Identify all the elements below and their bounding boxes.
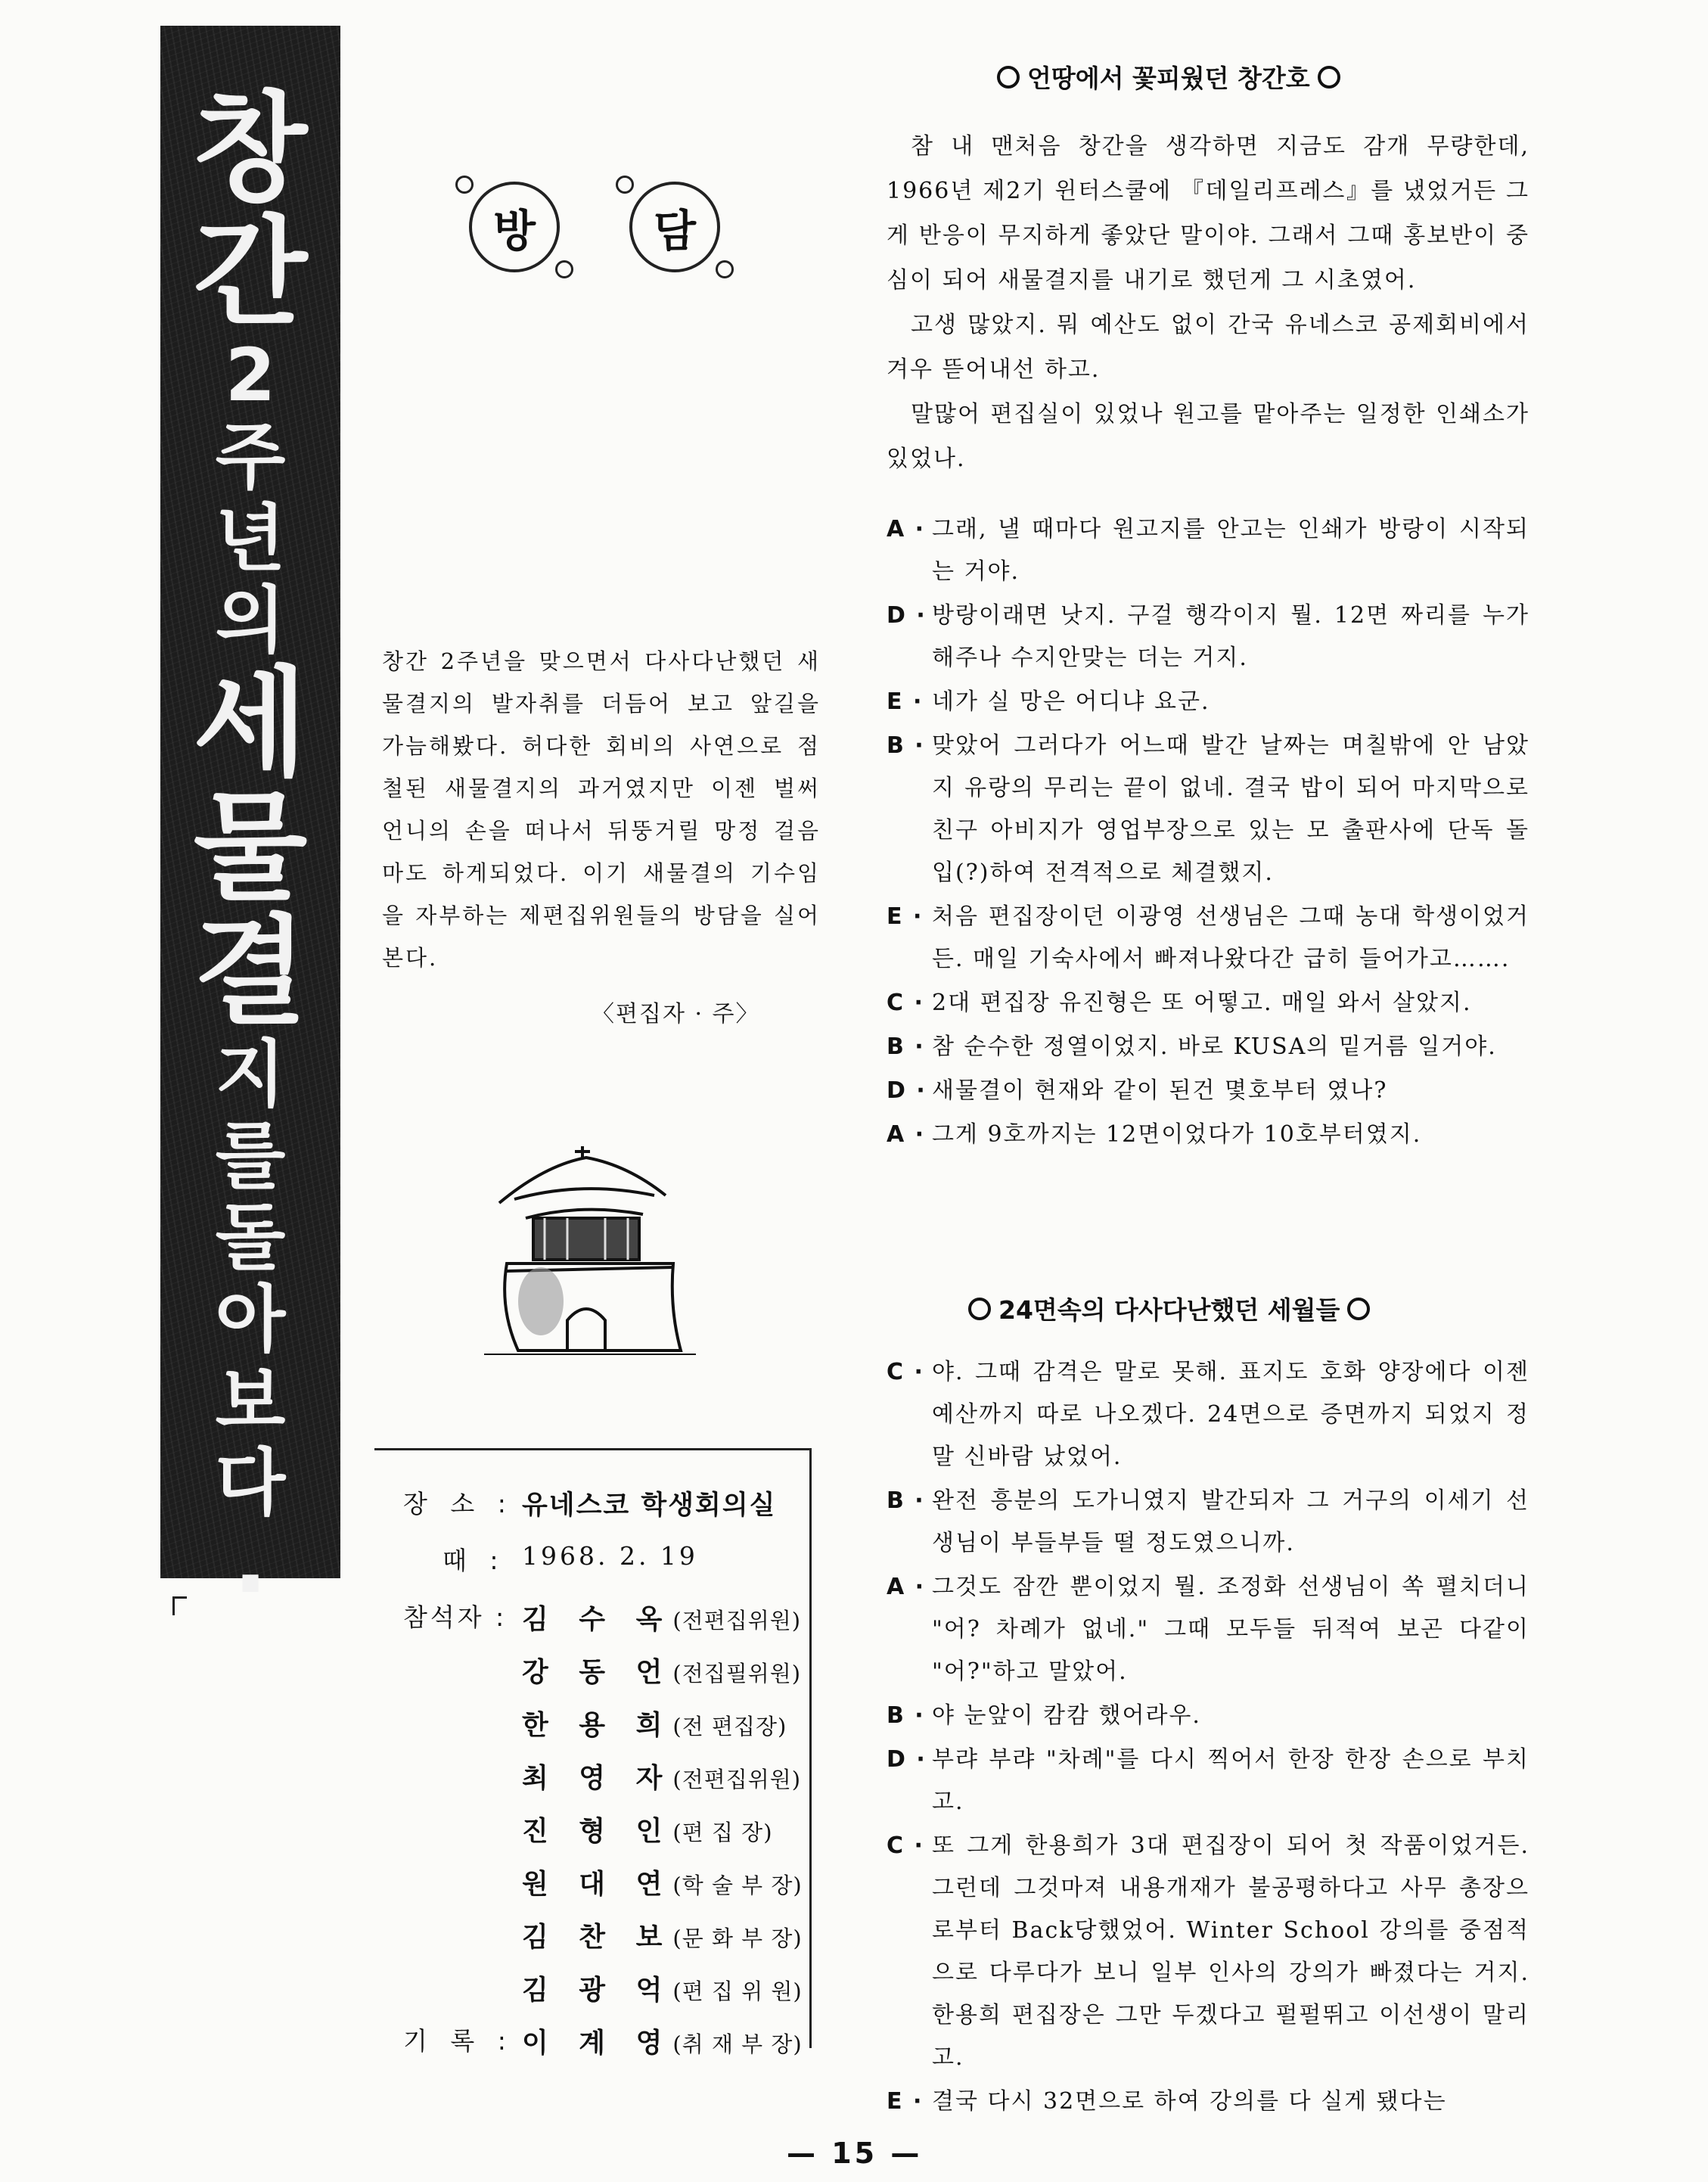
dialogue-item [887,1739,1529,1823]
attendee-role: (전편집위원) [672,1767,802,1792]
paragraph: 참 내 맨처음 창간을 생각하면 지금도 감개 무량한데, 1966년 제2기 윈터스쿨에 『데일리프레스』를 냈었거든 그게 반응이 무지하게 좋았단 말이야. 그래서 그때 홍보반이 중심이 되어 새물결지를 내기로 했던게 그 시초였어. [887,133,1529,294]
banner-char: 다 [215,1441,286,1525]
dialogue-item [887,725,1529,894]
attendee-entry [522,1651,801,1689]
dialogue-text: 야 눈앞이 캄캄 했어라우. [932,1702,1201,1729]
dialogue-item [887,1480,1529,1565]
dialogue-text: 그게 9호까지는 12면이었다가 10호부터였지. [932,1121,1422,1148]
speaker-label: B · [887,1487,925,1514]
section2-title-text: 24면속의 다사다난했던 세월들 [998,1295,1340,1325]
attendee-name: 진 형 인 [522,1816,673,1847]
section1-title [997,59,1340,95]
attendee-role: (전 편집장) [672,1714,787,1739]
speaker-label: B · [887,1702,925,1729]
banner-char: 물 [193,779,308,916]
speaker-label: C · [887,990,924,1016]
gate-illustration [454,1112,711,1369]
attendee-role: (편 집 장) [672,1820,773,1845]
dialogue-text: 방랑이래면 낫지. 구걸 행각이지 뭘. 12면 짜리를 누가 해주나 수지안맞는 더는 거지. [932,602,1529,671]
attendee-name: 김 광 억 [522,1975,673,2006]
dialogue-item [887,1695,1529,1737]
dialogue-item [887,1114,1529,1156]
bracket-mark [172,1596,187,1615]
circle-icon [1318,66,1340,89]
record-label: 기 록 : [403,2026,514,2056]
dialogue-text: 그것도 잠깐 뿐이었지 뭘. 조정화 선생님이 쏙 펼치더니 "어? 차례가 없네." 그때 모두들 뒤적여 보곤 다같이 "어?"하고 말았어. [932,1574,1529,1685]
speaker-label: E · [887,2088,924,2115]
dialogue-text: 완전 흥분의 도가니였지 발간되자 그 거구의 이세기 선생님이 부들부들 떨 정도였으니까. [932,1487,1529,1556]
attendee-role: (전집필위원) [672,1661,802,1686]
banner-char: 간 [193,204,308,341]
dialogue-text: 처음 편집장이던 이광영 선생님은 그때 농대 학생이었거든. 매일 기숙사에서 빠져나왔다간 급히 들어가고……. [932,903,1529,972]
dialogue-text: 참 순수한 정열이었지. 바로 KUSA의 밑거름 일거야. [932,1033,1497,1060]
banner-title [160,79,340,1614]
attendee-entry [522,1863,803,1901]
intro-signature: 〈편집자 · 주〉 [592,1001,760,1027]
dialogue-item [887,681,1529,723]
circle-icon [997,66,1020,89]
dialogue-item [887,1026,1529,1068]
speaker-label: D · [887,602,927,629]
paragraph: 고생 많았지. 뭐 예산도 없이 간국 유네스코 공제회비에서 겨우 뜯어내선 하고. [887,312,1529,383]
recorder-role: (취 재 부 장) [672,2031,803,2057]
dialogue-text: 부랴 부랴 "차례"를 다시 찍어서 한장 한장 손으로 부치고. [932,1746,1529,1815]
place-value: 유네스코 학생회의실 [522,1490,777,1521]
dialogue-item [887,595,1529,679]
banner-char: 의 [215,578,286,663]
speaker-label: A · [887,516,926,542]
dialogue-text: 결국 다시 32면으로 하여 강의를 다 실게 됐다는 [932,2088,1447,2115]
attendee-name: 김 찬 보 [522,1922,673,1953]
speaker-label: B · [887,1033,925,1060]
dialogue-item [887,1070,1529,1112]
date-label: 때 : [443,1546,506,1575]
dialogue-item [887,508,1529,593]
attendee-entry [522,1757,801,1795]
intro-text [382,640,821,979]
dialogue-text: 맞았어 그러다가 어느때 발간 날짜는 며칠밖에 안 남았지 유랑의 무리는 끝이 없네. 결국 밥이 되어 마지막으로 친구 아비지가 영업부장으로 있는 모 출판사에 단독 돌입(?)하여 전격적으로 체결했지. [932,732,1529,886]
attendee-role: (편 집 위 원) [672,1978,803,2004]
attendee-entry [522,1916,803,1954]
banner-char: 를 [215,1114,286,1198]
banner-char: 지 [215,1032,286,1117]
page-number: — 15 — [787,2137,923,2170]
circle-icon [968,1298,991,1320]
place-label: 장 소 : [403,1489,514,1518]
heading-circle-bang: 방 [469,182,560,272]
attendee-role: (전편집위원) [672,1608,802,1633]
attendee-role: (학 술 부 장) [672,1873,803,1898]
circle-icon [1347,1298,1370,1320]
record-value [522,2022,803,2060]
dialogue-text: 새물결이 현재와 같이 된건 몇호부터 였나? [932,1077,1388,1104]
banner-char: 세 [193,654,308,792]
banner-char: . [233,1509,268,1614]
speaker-label: A · [887,1574,926,1600]
paragraph: 말많어 편집실이 있었나 원고를 맡아주는 일정한 인쇄소가 있었나. [887,401,1529,472]
section2-dialogue [887,1351,1529,2124]
speaker-label: C · [887,1832,924,1859]
banner-char: 돌 [215,1195,286,1280]
speaker-label: A · [887,1121,926,1148]
banner-char: 보 [215,1359,286,1444]
dialogue-text: 네가 실 망은 어디냐 요군. [932,688,1210,715]
speaker-label: D · [887,1746,927,1773]
dialogue-text: 야. 그때 감격은 말로 못해. 표지도 호화 양장에다 이젠 예산까지 따로 나오겠다. 24면으로 증면까지 되었지 정말 신바람 났었어. [932,1359,1529,1470]
dialogue-item [887,896,1529,981]
attendee-entry [522,1598,801,1636]
section1-dialogue [887,508,1529,1158]
participants-box [374,1448,812,2059]
section1-title-text: 언땅에서 꽃피웠던 창간호 [1027,64,1310,93]
speaker-label: C · [887,1359,924,1385]
banner-char: 년 [215,496,286,581]
attendee-role: (문 화 부 장) [672,1926,803,1951]
banner-char: 창 [193,79,308,217]
dialogue-item [887,2081,1529,2123]
heading-circle-dam: 담 [629,182,720,272]
intro-paragraph: 창간 2주년을 맞으면서 다사다난했던 새물결지의 발자취를 더듬어 보고 앞길을 가늠해봤다. 허다한 회비의 사연으로 점철된 새물결지의 과거였지만 이젠 벌써 언니의 손을 떠나서 뒤뚱거릴 망정 걸음마도 하게되었다. 이기 새물결의 기수임을 자부하는 제편집위원들의 방담을 실어본다. [382,648,821,971]
dialogue-text: 또 그게 한용희가 3대 편집장이 되어 첫 작품이었거든. 그런데 그것마져 내용개재가 불공평하다고 사무 총장으로부터 Back당했었어. Winter School 강의를 중점적으로 다루다가 보니 일부 인사의 강의가 빠졌다는 거지. 한용희 편집장은 그만 두겠다고 펄펄뛰고 이선생이 말리고. [932,1832,1529,2071]
title-banner [160,26,340,1614]
date-value: 1968. 2. 19 [522,1541,698,1571]
attendee-name: 최 영 자 [522,1763,673,1794]
dialogue-text: 그래, 낼 때마다 원고지를 안고는 인쇄가 방랑이 시작되는 거야. [932,516,1529,585]
attendees-label: 참석자 : [403,1602,508,1632]
attendee-entry [522,1810,773,1848]
attendee-name: 한 용 희 [522,1710,673,1741]
dialogue-text: 2대 편집장 유진형은 또 어떻고. 매일 와서 살았지. [932,990,1472,1016]
dialogue-item [887,1825,1529,2079]
banner-char: 결 [193,903,308,1040]
speaker-label: B · [887,732,925,759]
attendee-name: 원 대 연 [522,1869,673,1900]
speaker-label: D · [887,1077,927,1104]
dialogue-item [887,1566,1529,1693]
section2-title [968,1291,1370,1326]
banner-char: 아 [215,1277,286,1362]
recorder-name: 이 계 영 [522,2028,673,2059]
attendee-entry [522,1704,787,1742]
banner-char: 주 [215,415,286,499]
dialogue-item [887,982,1529,1024]
attendee-name: 강 동 언 [522,1657,673,1688]
speaker-label: E · [887,688,924,715]
speaker-label: E · [887,903,924,930]
attendee-name: 김 수 옥 [522,1604,673,1635]
dialogue-item [887,1351,1529,1478]
attendee-entry [522,1969,803,2007]
section1-paragraphs [887,124,1529,481]
banner-char: 2 [225,333,276,418]
